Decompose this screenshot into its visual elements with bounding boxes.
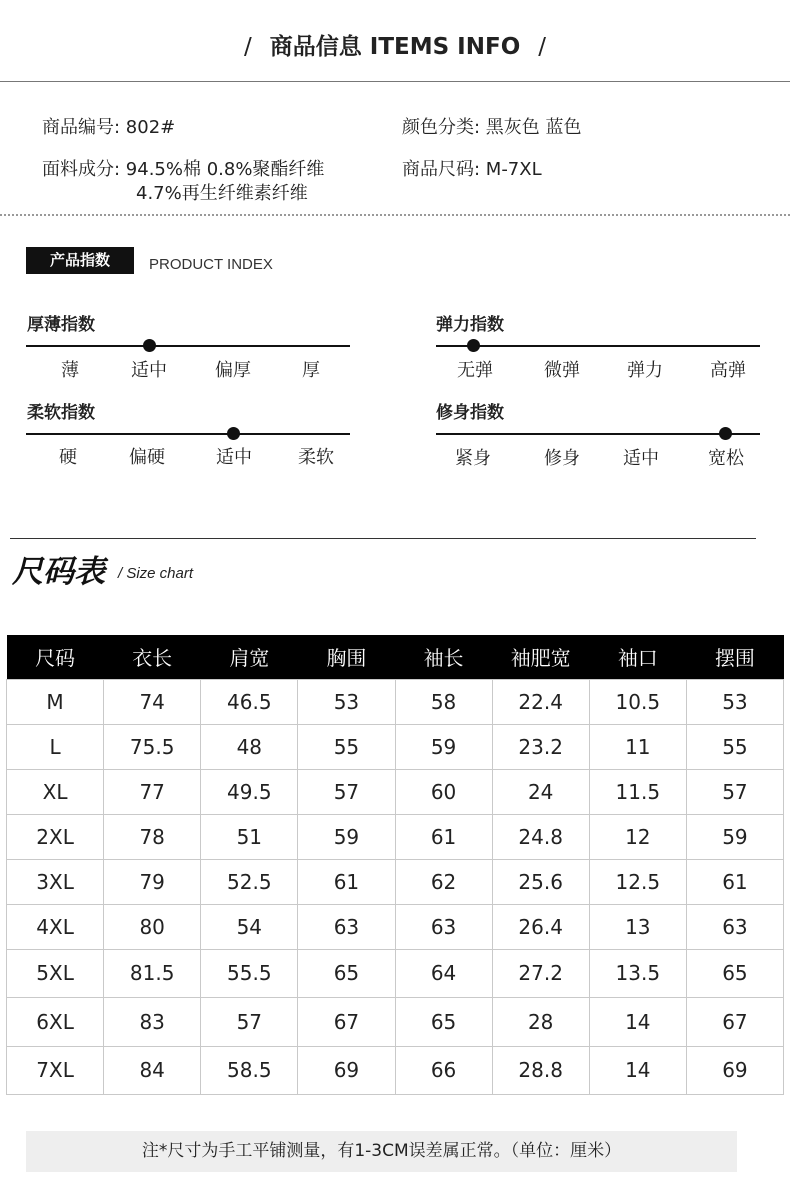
table-cell: 57 [201,998,298,1047]
column-header: 肩宽 [201,635,298,679]
softness-index-title: 柔软指数 [27,403,95,423]
table-cell: 61 [298,859,395,904]
size-chart-title: 尺码表 [12,554,105,590]
table-row [7,949,784,998]
table-cell: 25.6 [492,859,589,904]
column-header: 摆围 [686,635,783,679]
product-index-subtitle: PRODUCT INDEX [149,256,273,273]
table-cell: 81.5 [104,949,201,998]
table-cell: 55.5 [201,949,298,998]
table-cell: 74 [104,679,201,724]
size-range: 商品尺码: M-7XL [402,159,542,180]
table-cell: 55 [686,724,783,769]
table-cell: 83 [104,998,201,1047]
table-cell: 11 [589,724,686,769]
thickness-label: 偏厚 [215,360,251,381]
table-header-row [7,635,784,679]
elasticity-label: 弹力 [627,360,663,381]
product-index-badge: 产品指数 [26,247,134,274]
thickness-label: 薄 [61,360,79,381]
softness-label: 柔软 [298,447,334,468]
table-cell: L [7,724,104,769]
table-cell: XL [7,769,104,814]
table-cell: 84 [104,1046,201,1095]
elasticity-scale-line [436,345,760,347]
table-cell: 4XL [7,904,104,949]
table-row [7,814,784,859]
table-cell: 62 [395,859,492,904]
column-header: 胸围 [298,635,395,679]
softness-label: 适中 [216,447,252,468]
fit-label: 宽松 [708,448,744,469]
table-cell: 67 [298,998,395,1047]
table-cell: 48 [201,724,298,769]
fabric-composition: 面料成分: 94.5%棉 0.8%聚酯纤维 [42,159,325,180]
size-chart-subtitle: / Size chart [118,565,194,582]
table-cell: 54 [201,904,298,949]
table-cell: 12 [589,814,686,859]
table-row [7,998,784,1047]
thickness-label: 适中 [131,360,167,381]
table-cell: 59 [686,814,783,859]
table-cell: 51 [201,814,298,859]
elasticity-label: 微弹 [544,360,580,381]
table-cell: 52.5 [201,859,298,904]
table-row [7,859,784,904]
table-cell: 80 [104,904,201,949]
fit-index-title: 修身指数 [436,403,504,423]
table-cell: 14 [589,998,686,1047]
table-cell: 63 [298,904,395,949]
table-cell: 78 [104,814,201,859]
table-row [7,724,784,769]
elasticity-index-title: 弹力指数 [436,315,504,335]
table-cell: 65 [686,949,783,998]
table-cell: 22.4 [492,679,589,724]
table-cell: 60 [395,769,492,814]
table-row [7,769,784,814]
table-body [7,679,784,1095]
table-cell: 53 [686,679,783,724]
column-header: 袖口 [589,635,686,679]
table-cell: 53 [298,679,395,724]
table-cell: 13.5 [589,949,686,998]
table-cell: 63 [395,904,492,949]
column-header: 袖长 [395,635,492,679]
table-cell: 5XL [7,949,104,998]
table-cell: 79 [104,859,201,904]
elasticity-indicator [467,339,480,352]
softness-indicator [227,427,240,440]
table-cell: 2XL [7,814,104,859]
table-row [7,1046,784,1095]
table-cell: 77 [104,769,201,814]
table-cell: 63 [686,904,783,949]
column-header: 袖肥宽 [492,635,589,679]
table-cell: 69 [686,1046,783,1095]
table-cell: 67 [686,998,783,1047]
table-cell: 49.5 [201,769,298,814]
size-chart-divider [10,538,756,539]
table-row [7,904,784,949]
table-cell: 58.5 [201,1046,298,1095]
table-cell: 66 [395,1046,492,1095]
fabric-composition-line2: 4.7%再生纤维素纤维 [136,183,308,204]
slash-left: / [244,34,252,60]
table-cell: 28.8 [492,1046,589,1095]
header-title: 商品信息 ITEMS INFO [269,34,521,60]
table-cell: 55 [298,724,395,769]
table-cell: 10.5 [589,679,686,724]
table-row [7,679,784,724]
fit-label: 修身 [544,448,580,469]
table-cell: M [7,679,104,724]
dotted-divider [0,214,790,216]
column-header: 尺码 [7,635,104,679]
softness-scale-line [26,433,350,435]
table-cell: 59 [298,814,395,859]
table-cell: 64 [395,949,492,998]
elasticity-label: 无弹 [457,360,493,381]
table-cell: 24.8 [492,814,589,859]
table-cell: 6XL [7,998,104,1047]
thickness-scale-line [26,345,350,347]
table-cell: 27.2 [492,949,589,998]
table-cell: 61 [395,814,492,859]
fit-indicator [719,427,732,440]
table-cell: 24 [492,769,589,814]
measurement-note: 注*尺寸为手工平铺测量，有1-3CM误差属正常。（单位：厘米） [26,1131,737,1172]
size-table [6,635,784,1095]
fit-label: 适中 [623,448,659,469]
thickness-index-title: 厚薄指数 [27,315,95,335]
thickness-label: 厚 [302,360,320,381]
table-cell: 3XL [7,859,104,904]
table-cell: 65 [298,949,395,998]
table-cell: 14 [589,1046,686,1095]
item-number: 商品编号: 802# [42,117,176,138]
table-cell: 23.2 [492,724,589,769]
fit-label: 紧身 [455,448,491,469]
fit-scale-line [436,433,760,435]
elasticity-label: 高弹 [710,360,746,381]
thickness-indicator [143,339,156,352]
column-header: 衣长 [104,635,201,679]
table-cell: 75.5 [104,724,201,769]
table-cell: 11.5 [589,769,686,814]
table-cell: 13 [589,904,686,949]
table-cell: 59 [395,724,492,769]
table-cell: 69 [298,1046,395,1095]
slash-right: / [538,34,546,60]
table-cell: 61 [686,859,783,904]
table-cell: 28 [492,998,589,1047]
table-cell: 12.5 [589,859,686,904]
color-category: 颜色分类: 黑灰色 蓝色 [402,117,582,138]
table-cell: 57 [298,769,395,814]
table-cell: 46.5 [201,679,298,724]
table-cell: 7XL [7,1046,104,1095]
table-cell: 58 [395,679,492,724]
header-divider [0,81,790,82]
table-cell: 57 [686,769,783,814]
softness-label: 偏硬 [129,447,165,468]
section-header [0,28,790,61]
softness-label: 硬 [59,447,77,468]
table-cell: 65 [395,998,492,1047]
table-cell: 26.4 [492,904,589,949]
